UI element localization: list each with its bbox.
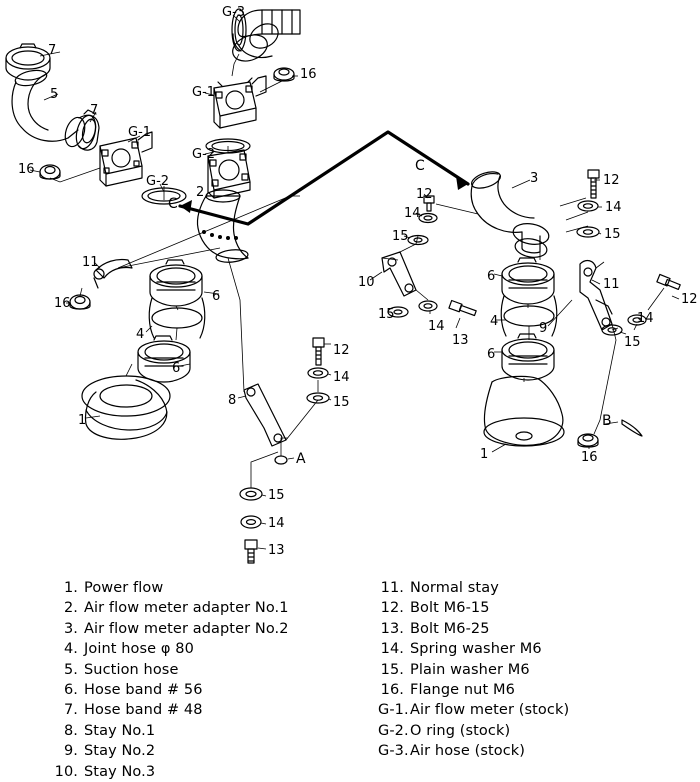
leader-14e [328, 374, 331, 375]
callout-9: 9 [539, 321, 548, 336]
legend-item [378, 639, 698, 659]
fastener-spring-washer-14-b [419, 214, 437, 223]
legend-number: 4. [63, 641, 78, 658]
callout-16b: 16 [18, 162, 35, 177]
legend-label: Air flow meter adapter No.1 [84, 600, 289, 617]
legend-item [378, 598, 698, 618]
legend-number: G-2. [378, 722, 409, 739]
assembly-line-16b [50, 168, 100, 182]
leader-14f [261, 523, 266, 524]
callout-15a: 15 [604, 227, 621, 242]
legend-label: Joint hose φ 80 [84, 641, 194, 658]
callout-15e: 15 [333, 395, 350, 410]
legend-number: 11. [380, 580, 404, 596]
leader-1b [492, 444, 506, 452]
fastener-spring-washer-14-c [419, 301, 437, 311]
leader-6c [180, 364, 190, 366]
legend-column-left [52, 578, 372, 782]
callout-15d: 15 [624, 335, 641, 350]
leader-15e [329, 399, 331, 400]
callout-1b: 1 [480, 447, 489, 462]
assembly-line-stay8 [228, 258, 244, 392]
marker-b [622, 420, 642, 436]
part-6-hose-band-left-a [150, 260, 202, 306]
part-3-adapter-no2 [470, 169, 551, 260]
callout-a: A [296, 451, 306, 467]
callout-15b: 15 [392, 229, 409, 244]
fastener-bolt-13-a [449, 301, 476, 316]
part-2-adapter-no1 [197, 190, 248, 264]
callout-1a: 1 [78, 413, 87, 428]
callout-13a: 13 [452, 333, 469, 348]
callout-g1b: G-1 [128, 125, 152, 140]
assembly-line-1 [126, 364, 132, 376]
fastener-bolt-13-b [245, 540, 257, 563]
assembly-line-4l [176, 306, 178, 340]
leader-13b [258, 548, 266, 549]
legend-item [52, 741, 372, 761]
fastener-plain-washer-15-f [240, 488, 262, 500]
callout-6b: 6 [487, 269, 496, 284]
legend-label: Flange nut M6 [410, 682, 515, 699]
leader-3 [512, 180, 530, 188]
part-16-flange-nut-b [70, 295, 90, 309]
legend-number: 5. [63, 661, 78, 678]
fastener-flange-nut-16-b [578, 434, 598, 447]
callout-14c: 14 [428, 319, 445, 334]
legend-item [378, 578, 698, 598]
legend-number: 1. [63, 580, 78, 596]
legend-item [378, 680, 698, 700]
legend-label: Spring washer M6 [410, 641, 542, 658]
fastener-bolt-12-a [588, 170, 599, 198]
legend-item [52, 598, 372, 618]
leader-9 [548, 300, 572, 326]
callout-6c: 6 [172, 361, 181, 376]
legend-item [378, 741, 698, 761]
fastener-bolt-12-c [657, 274, 680, 289]
legend-number: 9. [63, 743, 78, 760]
legend-label: Air flow meter adapter No.2 [84, 620, 289, 637]
callout-5: 5 [50, 87, 59, 102]
callout-15f: 15 [268, 488, 285, 503]
assembly-line-10b [416, 290, 428, 300]
legend-number: 12. [380, 600, 404, 617]
callout-2: 2 [196, 185, 205, 200]
legend-label: Stay No.3 [84, 763, 156, 780]
callout-g3: G-3 [222, 5, 246, 20]
leader-11b [592, 280, 600, 284]
legend-label: Bolt M6-25 [410, 620, 490, 637]
legend-item [378, 721, 698, 741]
callout-3: 3 [530, 171, 539, 186]
callout-8: 8 [228, 393, 237, 408]
part-6-hose-band-right-a [502, 258, 554, 304]
leader-12c [672, 296, 679, 299]
legend-number: 7. [63, 702, 78, 719]
part-g1-airflow-meter-upper [214, 76, 266, 128]
legend-number: 10. [54, 763, 78, 780]
callout-14d: 14 [637, 311, 654, 326]
part-8-stay-no1 [244, 384, 286, 446]
legend-number: 2. [63, 600, 78, 617]
legend-number: 15. [380, 661, 404, 678]
legend-item [52, 639, 372, 659]
callout-b: B [602, 413, 612, 429]
leader-8 [238, 396, 246, 398]
legend-item [52, 619, 372, 639]
callout-c-left: C [168, 196, 178, 212]
callout-7b: 7 [90, 103, 99, 118]
callout-7a: 7 [48, 43, 57, 58]
assembly-line-16a [260, 80, 284, 92]
part-11-normal-stay-left [94, 259, 132, 288]
leader-13a [456, 318, 460, 328]
legend-label: O ring (stock) [410, 722, 511, 739]
legend-number: 6. [63, 682, 78, 699]
leader-a [288, 458, 294, 459]
marker-a [275, 456, 287, 464]
fastener-spring-washer-14-a [578, 201, 598, 211]
legend-label: Stay No.1 [84, 722, 156, 739]
callout-14a: 14 [605, 200, 622, 215]
callout-14e: 14 [333, 370, 350, 385]
legend-label: Bolt M6-15 [410, 600, 490, 617]
callout-6a: 6 [212, 289, 221, 304]
legend-item [52, 700, 372, 720]
legend-label: Stay No.2 [84, 743, 156, 760]
part-1-power-flow-left [82, 376, 170, 439]
leader-15a [599, 233, 601, 234]
legend-number: G-1. [378, 702, 409, 719]
parts-legend [0, 578, 700, 778]
callout-16c: 16 [54, 296, 71, 311]
callout-6d: 6 [487, 347, 496, 362]
callout-4a: 4 [490, 314, 499, 329]
legend-item [378, 619, 698, 639]
legend-number: 8. [63, 722, 78, 739]
part-9-stay-no2 [580, 261, 612, 330]
part-16-flange-nut-a [40, 165, 60, 179]
callout-g2b: G-2 [146, 174, 170, 189]
callout-14f: 14 [268, 516, 285, 531]
part-6-hose-band-left-b [138, 336, 190, 382]
callout-14b: 14 [404, 206, 421, 221]
fastener-plain-washer-15-e [307, 393, 329, 403]
callout-12b: 12 [416, 187, 433, 202]
part-1-power-flow-right [484, 376, 564, 446]
callout-16a: 16 [300, 67, 317, 82]
legend-item [52, 578, 372, 598]
legend-label: Plain washer M6 [410, 661, 530, 678]
legend-label: Power flow [84, 580, 164, 596]
fastener-spring-washer-14-e [308, 368, 328, 378]
legend-label: Hose band # 48 [84, 702, 203, 719]
legend-item [52, 680, 372, 700]
callout-10: 10 [358, 275, 375, 290]
legend-label: Normal stay [410, 580, 499, 596]
callout-11a: 11 [82, 255, 99, 270]
callout-12c: 12 [681, 292, 698, 307]
assembly-line-stay8-washer [286, 400, 318, 440]
legend-number: 16. [380, 682, 404, 699]
leader-15f [262, 495, 266, 496]
legend-label: Hose band # 56 [84, 682, 203, 699]
legend-column-right [378, 578, 698, 762]
legend-label: Suction hose [84, 661, 179, 678]
assembly-line-3b [560, 198, 588, 232]
callout-4b: 4 [136, 327, 145, 342]
legend-item [378, 660, 698, 680]
part-g1-airflow-meter-left [100, 132, 152, 186]
callout-c-right: C [415, 158, 425, 174]
leader-1a [86, 416, 100, 418]
legend-item [52, 721, 372, 741]
legend-item [52, 660, 372, 680]
legend-number: G-3. [378, 743, 409, 760]
part-6-hose-band-right-b [502, 334, 554, 380]
assembly-line-3a [436, 204, 478, 214]
legend-item [378, 700, 698, 720]
legend-number: 13. [380, 620, 404, 637]
callout-12a: 12 [603, 173, 620, 188]
fastener-flange-nut-16-a [274, 68, 294, 81]
fastener-spring-washer-14-f [241, 516, 261, 528]
callout-g2a: G-2 [192, 147, 216, 162]
callout-12d: 12 [333, 343, 350, 358]
legend-number: 3. [63, 620, 78, 637]
callout-g1a: G-1 [192, 85, 216, 100]
dotted-guide [202, 230, 238, 240]
callout-15c: 15 [378, 307, 395, 322]
part-7-hose-band-a [6, 44, 50, 80]
callout-11b: 11 [603, 277, 620, 292]
callout-13b: 13 [268, 543, 285, 558]
assembly-line-bottom [251, 452, 278, 488]
legend-label: Air hose (stock) [410, 743, 526, 760]
legend-label: Air flow meter (stock) [410, 702, 570, 719]
callout-16d: 16 [581, 450, 598, 465]
fastener-bolt-12-d [313, 338, 324, 365]
legend-number: 14. [380, 641, 404, 658]
